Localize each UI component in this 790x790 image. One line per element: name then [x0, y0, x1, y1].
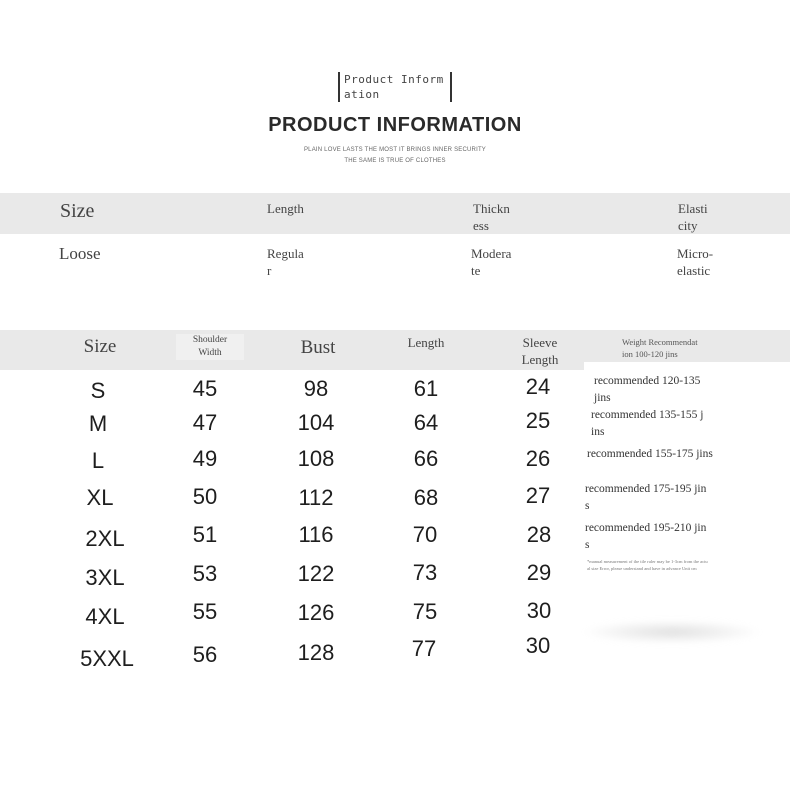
cell-shoulder: 55 — [192, 599, 218, 624]
cell-sleeve: 29 — [526, 560, 552, 585]
cell-shoulder: 49 — [192, 446, 218, 471]
cell-length: 75 — [412, 599, 438, 624]
col-header-sleeve-length: Sleeve Length — [521, 335, 559, 367]
cell-size: 4XL — [85, 604, 125, 629]
cell-size: 3XL — [85, 565, 125, 590]
cell-sleeve: 27 — [525, 483, 551, 508]
col-header-size: Size — [83, 336, 117, 357]
cell-bust: 112 — [298, 485, 334, 510]
col-header-shoulder-width: Shoulder Width — [176, 334, 244, 360]
attr-value-size: Loose — [59, 244, 101, 263]
product-info-tag: Product Inform ation — [338, 72, 452, 102]
attribute-header-band — [0, 193, 790, 234]
cell-size: 2XL — [85, 526, 125, 551]
attr-header-thickness: Thickn ess — [473, 201, 510, 233]
attr-value-thickness: Modera te — [471, 246, 512, 278]
cell-weight: recommended 155-175 jins — [587, 446, 713, 463]
col-header-length: Length — [407, 335, 445, 350]
cell-size: M — [88, 411, 108, 436]
measurement-note: *manual measurement of the tile ruler may be 1-3cm from the actu al size Error, please understand and have in advance Unit cm — [587, 559, 708, 571]
cell-length: 77 — [411, 636, 437, 661]
subtitle-line-2: THE SAME IS TRUE OF CLOTHES — [344, 158, 446, 164]
cell-shoulder: 53 — [192, 561, 218, 586]
cell-shoulder: 51 — [192, 522, 218, 547]
attr-header-elasticity: Elasti city — [678, 201, 708, 233]
cell-length: 73 — [412, 560, 438, 585]
cell-shoulder: 50 — [192, 484, 218, 509]
cell-sleeve: 28 — [526, 522, 552, 547]
cell-bust: 108 — [297, 446, 335, 471]
cell-length: 66 — [413, 446, 439, 471]
attr-header-length: Length — [267, 201, 304, 216]
cell-bust: 126 — [297, 600, 335, 625]
cell-length: 68 — [413, 485, 439, 510]
cell-length: 70 — [412, 522, 438, 547]
attr-value-elasticity: Micro- elastic — [677, 246, 714, 278]
cell-weight: recommended 135-155 j ins — [591, 407, 703, 441]
subtitle-line-1: PLAIN LOVE LASTS THE MOST IT BRINGS INNER SECURITY — [303, 147, 487, 153]
cell-shoulder: 45 — [192, 376, 218, 401]
cell-bust: 116 — [298, 522, 334, 547]
cell-sleeve: 26 — [525, 446, 551, 471]
cell-bust: 122 — [297, 561, 335, 586]
cell-sleeve: 30 — [526, 598, 552, 623]
cell-shoulder: 47 — [192, 410, 218, 435]
blurred-text-strip — [582, 620, 762, 644]
cell-shoulder: 56 — [192, 642, 218, 667]
cell-size: XL — [86, 485, 114, 510]
cell-bust: 128 — [297, 640, 335, 665]
cell-length: 64 — [413, 410, 439, 435]
cell-bust: 104 — [297, 410, 335, 435]
cell-weight: recommended 195-210 jin s — [585, 520, 706, 554]
attr-header-size: Size — [60, 200, 95, 222]
col-header-bust: Bust — [300, 337, 336, 358]
cell-size: S — [90, 378, 106, 403]
cell-size: 5XXL — [80, 646, 134, 671]
cell-weight: recommended 120-135 jins — [594, 373, 700, 407]
cell-sleeve: 24 — [525, 374, 551, 399]
cell-sleeve: 25 — [525, 408, 551, 433]
col-header-weight: Weight Recommendat ion 100-120 jins — [622, 337, 698, 359]
cell-sleeve: 30 — [525, 633, 551, 658]
cell-size: L — [91, 448, 105, 473]
page-title: PRODUCT INFORMATION — [268, 114, 522, 136]
cell-bust: 98 — [303, 376, 329, 401]
attr-value-length: Regula r — [267, 246, 304, 278]
cell-length: 61 — [413, 376, 439, 401]
cell-weight: recommended 175-195 jin s — [585, 481, 706, 515]
